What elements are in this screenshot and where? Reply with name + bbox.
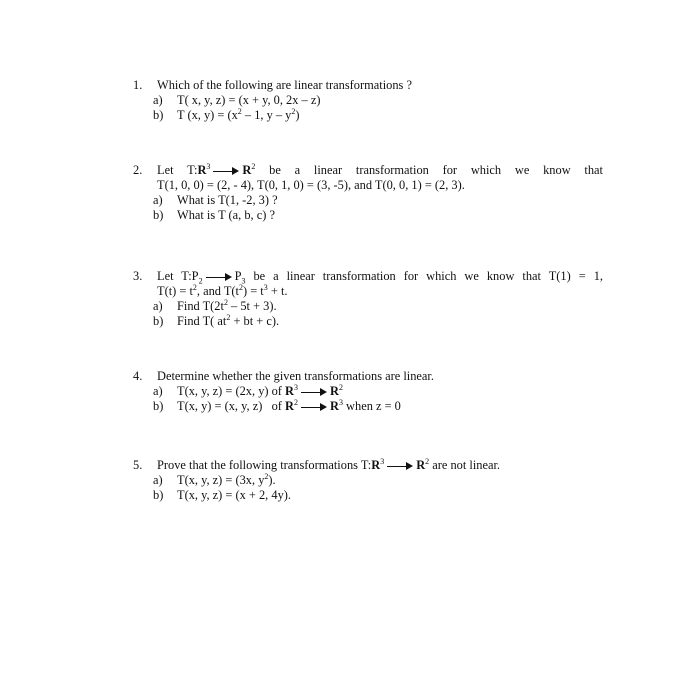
exponent: 2 (251, 161, 256, 171)
codomain-space: P (234, 269, 242, 283)
domain-space: R (197, 163, 207, 177)
question-4 (133, 369, 603, 414)
question-number: 4. (133, 369, 143, 383)
question-2-stem-line2 (133, 178, 603, 193)
part-label: b) (153, 399, 164, 413)
question-2-part-a (133, 193, 603, 208)
part-text: T (x, y) = (x (177, 108, 238, 122)
part-text: when z = 0 (342, 399, 401, 413)
question-text: be a linear transformation for which we know that T(1) = 1, (253, 269, 603, 283)
codomain-space: R (242, 163, 252, 177)
question-5-stem (133, 458, 603, 473)
question-number: 5. (133, 458, 143, 472)
codomain-space: R (330, 399, 339, 413)
question-2 (133, 163, 603, 223)
part-text: T(x, y, z) = (x + 2, 4y). (177, 488, 291, 502)
part-text: Find T( at (177, 314, 227, 328)
arrow-icon (387, 462, 413, 470)
domain-space: R (371, 458, 381, 472)
arrow-icon (301, 388, 327, 396)
question-4-part-b (133, 399, 603, 414)
exponent: 2 (192, 282, 197, 292)
exponent: 2 (425, 456, 430, 466)
question-3-stem-line1 (133, 269, 603, 284)
exponent: 2 (239, 282, 243, 292)
question-number: 1. (133, 78, 143, 92)
question-1-part-a (133, 93, 603, 108)
part-label: a) (153, 384, 163, 398)
question-text: Let T:P (157, 269, 199, 283)
question-text: T(1, 0, 0) = (2, - 4), T(0, 1, 0) = (3, -5), and T(0, 0, 1) = (2, 3). (157, 178, 465, 192)
part-text: T( x, y, z) = (x + y, 0, 2x – z) (177, 93, 321, 107)
exponent: 3 (294, 382, 298, 392)
part-text: – 1, y – y (241, 108, 292, 122)
domain-space: R (285, 399, 294, 413)
part-text: T(x, y) = (x, y, z) of (177, 399, 282, 413)
question-text: Determine whether the given transformations are linear. (157, 369, 434, 383)
part-label: a) (153, 299, 163, 313)
question-5-part-b (133, 488, 603, 503)
part-text: + bt + c). (230, 314, 280, 328)
question-text: be a linear transformation for which we know that (269, 163, 603, 177)
question-4-stem (133, 369, 603, 384)
question-text: ) = t (243, 284, 264, 298)
question-text: T(t) = t (157, 284, 193, 298)
question-text: Which of the following are linear transformations ? (157, 78, 412, 92)
question-number: 3. (133, 269, 143, 283)
question-2-stem-line1 (133, 163, 603, 178)
question-text: , and T(t (196, 284, 239, 298)
exponent: 3 (380, 456, 385, 466)
part-text: T(x, y, z) = (2x, y) of (177, 384, 282, 398)
question-text: Prove that the following transformations T: (157, 458, 372, 472)
codomain-space: R (416, 458, 426, 472)
subscript: 2 (198, 276, 203, 286)
question-5-part-a (133, 473, 603, 488)
arrow-icon (213, 167, 239, 175)
question-3-part-a (133, 299, 603, 314)
part-label: a) (153, 473, 163, 487)
arrow-icon (206, 273, 232, 281)
exponent: 2 (291, 106, 296, 116)
question-number: 2. (133, 163, 143, 177)
question-1 (133, 78, 603, 123)
part-label: b) (153, 208, 164, 222)
part-label: b) (153, 108, 164, 122)
exponent: 2 (338, 382, 343, 392)
part-label: a) (153, 193, 163, 207)
question-3-part-b (133, 314, 603, 329)
question-text: Let T: (157, 163, 198, 177)
question-2-part-b (133, 208, 603, 223)
domain-space: R (285, 384, 294, 398)
subscript: 3 (241, 276, 246, 286)
part-text: What is T (a, b, c) ? (177, 208, 275, 222)
arrow-icon (301, 403, 327, 411)
question-1-stem (133, 78, 603, 93)
exponent: 2 (237, 106, 242, 116)
part-text: T(x, y, z) = (3x, y (177, 473, 265, 487)
question-4-part-a (133, 384, 603, 399)
question-3 (133, 269, 603, 329)
part-label: b) (153, 314, 164, 328)
part-label: a) (153, 93, 163, 107)
exponent: 3 (206, 161, 211, 171)
question-text: are not linear. (429, 458, 501, 472)
question-text: + t. (267, 284, 288, 298)
question-1-part-b (133, 108, 603, 123)
exponent: 3 (263, 282, 268, 292)
part-text: – 5t + 3). (227, 299, 277, 313)
exponent: 2 (294, 397, 298, 407)
exponent: 2 (223, 297, 228, 307)
part-text: What is T(1, -2, 3) ? (177, 193, 278, 207)
part-text: Find T(2t (177, 299, 224, 313)
part-text: ) (295, 108, 300, 122)
exponent: 2 (264, 471, 269, 481)
exponent: 2 (226, 312, 231, 322)
part-label: b) (153, 488, 164, 502)
exponent: 3 (338, 397, 343, 407)
codomain-space: R (330, 384, 339, 398)
part-text: ). (268, 473, 276, 487)
question-5 (133, 458, 603, 503)
question-3-stem-line2 (133, 284, 603, 299)
